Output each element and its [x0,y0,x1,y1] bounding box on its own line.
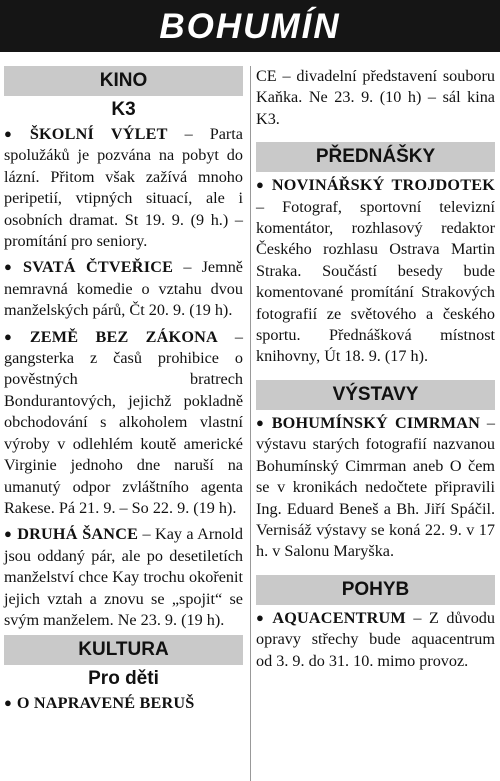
bullet-icon: ● [4,328,25,344]
bullet-icon: ● [256,177,267,193]
section-banner-pohyb: POHYB [256,575,495,605]
listing-item [4,692,243,714]
section-banner-kino: KINO [4,66,243,96]
column-divider [250,66,251,781]
listing-item [256,607,495,672]
bullet-icon: ● [256,414,267,430]
listing-item [4,256,243,321]
listing-text: – Z důvodu opravy střechy bude aquacentrum od 3. 9. do 31. 10. mimo provoz. [256,608,495,670]
listing-text: – Parta spolužáků je pozvána na pobyt do lázní. Přitom však zažívá mnoho peripetií, vtipných situací, ale i osobních dramat. St 19. 9. (9 h.) – promítání pro seniory. [4,125,243,251]
bullet-icon: ● [4,126,25,141]
left-column [4,66,243,719]
listing-text: – Fotograf, sportovní televizní komentátor, rozhlasový redaktor Českého rozhlasu Ostrava Martin Straka. Součástí besedy bude komentované promítání Strakových fotografií ze světového a českého sportu. Přednášková místnost knihovny, Út 18. 9. (17 h). [256,197,495,366]
listing-text: – Jemně nemravná komedie o vztahu dvou manželských párů, Čt 20. 9. (19 h). [4,258,243,320]
listing-title: BOHUMÍNSKÝ CIMRMAN [271,413,481,432]
right-column [256,66,495,676]
listing-title: AQUACENTRUM [272,608,406,627]
page-title: BOHUMÍN [159,7,341,46]
listing-item [4,326,243,520]
listing-text: – gangsterka z časů prohibice o pověstných bratrech Bondurantových, jejichž pokladně obchodování s alkoholem vlastní výroby v odlehlém koutě americké Virginie jednoho dne naruší na umanutý odpor zvláštního agenta Rakese. Pá 21. 9. – So 22. 9. (19 h). [4,327,244,517]
bullet-icon: ● [256,609,268,625]
bullet-icon: ● [4,695,12,711]
listing-title: NOVINÁŘSKÝ TROJDOTEK [271,176,495,195]
masthead [0,0,500,52]
listing-item [4,523,243,631]
listing-item [256,174,495,368]
listing-item [4,123,243,252]
listing-item [256,412,495,563]
listing-title: ZEMĚ BEZ ZÁKONA [29,327,218,346]
listing-title: O NAPRAVENÉ BERUŠ [16,694,195,713]
bullet-icon: ● [4,259,19,275]
venue-heading: K3 [111,99,136,120]
listing-text: – Kay a Arnold jsou oddaný pár, ale po desetiletích manželství chce Kay trochu okořenit jejich vztah a znovu se „spojit“ se svým manželem. Ne 23. 9. (19 h). [4,525,244,629]
listing-continuation: CE – divadelní představení souboru Kaňka. Ne 23. 9. (10 h) – sál kina K3. [256,67,495,128]
section-banner-vystavy: VÝSTAVY [256,380,495,410]
listing-title: SVATÁ ČTVEŘICE [23,258,174,277]
listing-title: DRUHÁ ŠANCE [17,525,139,544]
section-banner-kultura: KULTURA [4,635,243,665]
section-banner-prednasky: PŘEDNÁŠKY [256,142,495,172]
subheading-pro-deti: Pro děti [88,668,159,690]
listing-title: ŠKOLNÍ VÝLET [29,125,168,143]
bullet-icon: ● [4,526,13,542]
listing-text: – výstavu starých fotografií nazvanou Bohumínský Cimrman aneb O čem se v kronikách nedočtete připravili Ing. Eduard Beneš a Bh. Jiří Spáčil. Vernisáž výstavy se koná 22. 9. v 17 h. v Salonu Maryška. [256,413,495,561]
